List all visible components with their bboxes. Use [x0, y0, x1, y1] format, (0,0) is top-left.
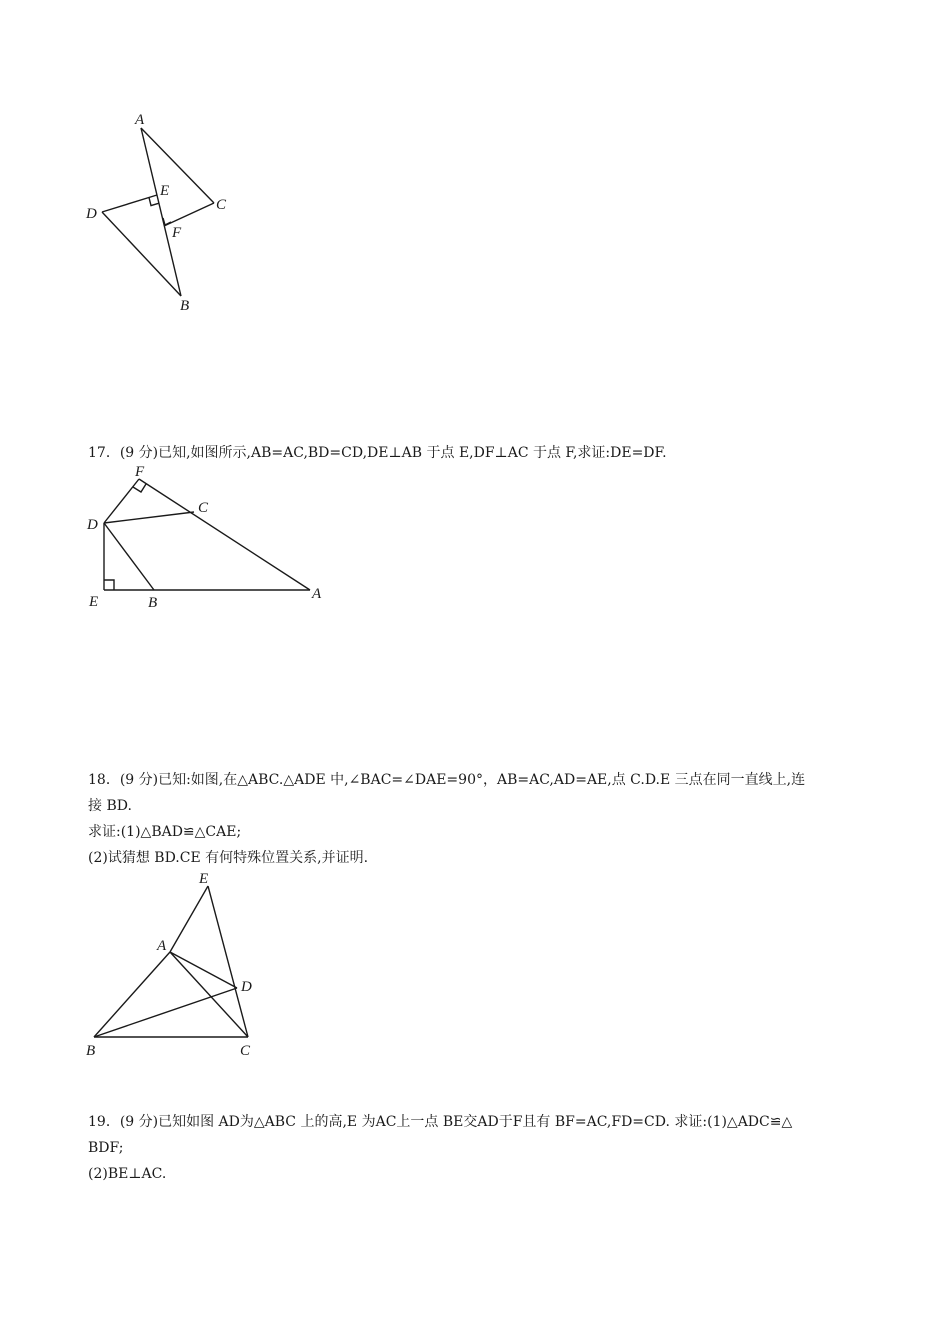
problem-19-line-2: BDF;	[88, 1140, 124, 1156]
label-C: C	[240, 1043, 251, 1059]
label-B: B	[86, 1043, 96, 1059]
label-D: D	[86, 206, 97, 222]
label-F: F	[172, 225, 182, 241]
label-C: C	[198, 500, 209, 516]
label-A: A	[135, 112, 145, 128]
problem-19-line-1: 19．(9 分)已知如图 AD为△ABC 上的高,E 为AC上一点 BE交AD于F且有 BF=AC,FD=CD. 求证:(1)△ADC≌△	[88, 1114, 793, 1130]
label-D: D	[241, 979, 252, 995]
label-B: B	[180, 298, 190, 314]
label-A: A	[312, 586, 322, 602]
problem-18-line-3: 求证:(1)△BAD≌△CAE;	[88, 824, 242, 840]
figure-17	[80, 462, 330, 617]
problem-19-line-3: (2)BE⊥AC.	[88, 1166, 167, 1182]
label-B: B	[148, 595, 158, 611]
problem-18-line-1: 18．(9 分)已知:如图,在△ABC.△ADE 中,∠BAC=∠DAE=90°，AB=AC,AD=AE,点 C.D.E 三点在同一直线上,连	[88, 772, 806, 788]
problem-18-line-4: (2)试猜想 BD.CE 有何特殊位置关系,并证明.	[88, 850, 369, 866]
problem-17-text: 17．(9 分)已知,如图所示,AB=AC,BD=CD,DE⊥AB 于点 E,DF⊥AC 于点 F,求证:DE=DF.	[88, 445, 667, 461]
label-C: C	[216, 197, 227, 213]
label-E: E	[160, 183, 170, 199]
figure-17-lines	[104, 479, 310, 590]
label-F: F	[135, 464, 145, 480]
figure-18	[80, 866, 270, 1061]
figure-16	[80, 108, 240, 313]
figure-18-lines	[94, 886, 248, 1037]
label-E: E	[89, 594, 99, 610]
label-D: D	[87, 517, 98, 533]
label-A: A	[157, 938, 167, 954]
figure-16-lines	[102, 128, 214, 296]
problem-18-line-2: 接 BD.	[88, 798, 132, 814]
label-E: E	[199, 871, 209, 887]
